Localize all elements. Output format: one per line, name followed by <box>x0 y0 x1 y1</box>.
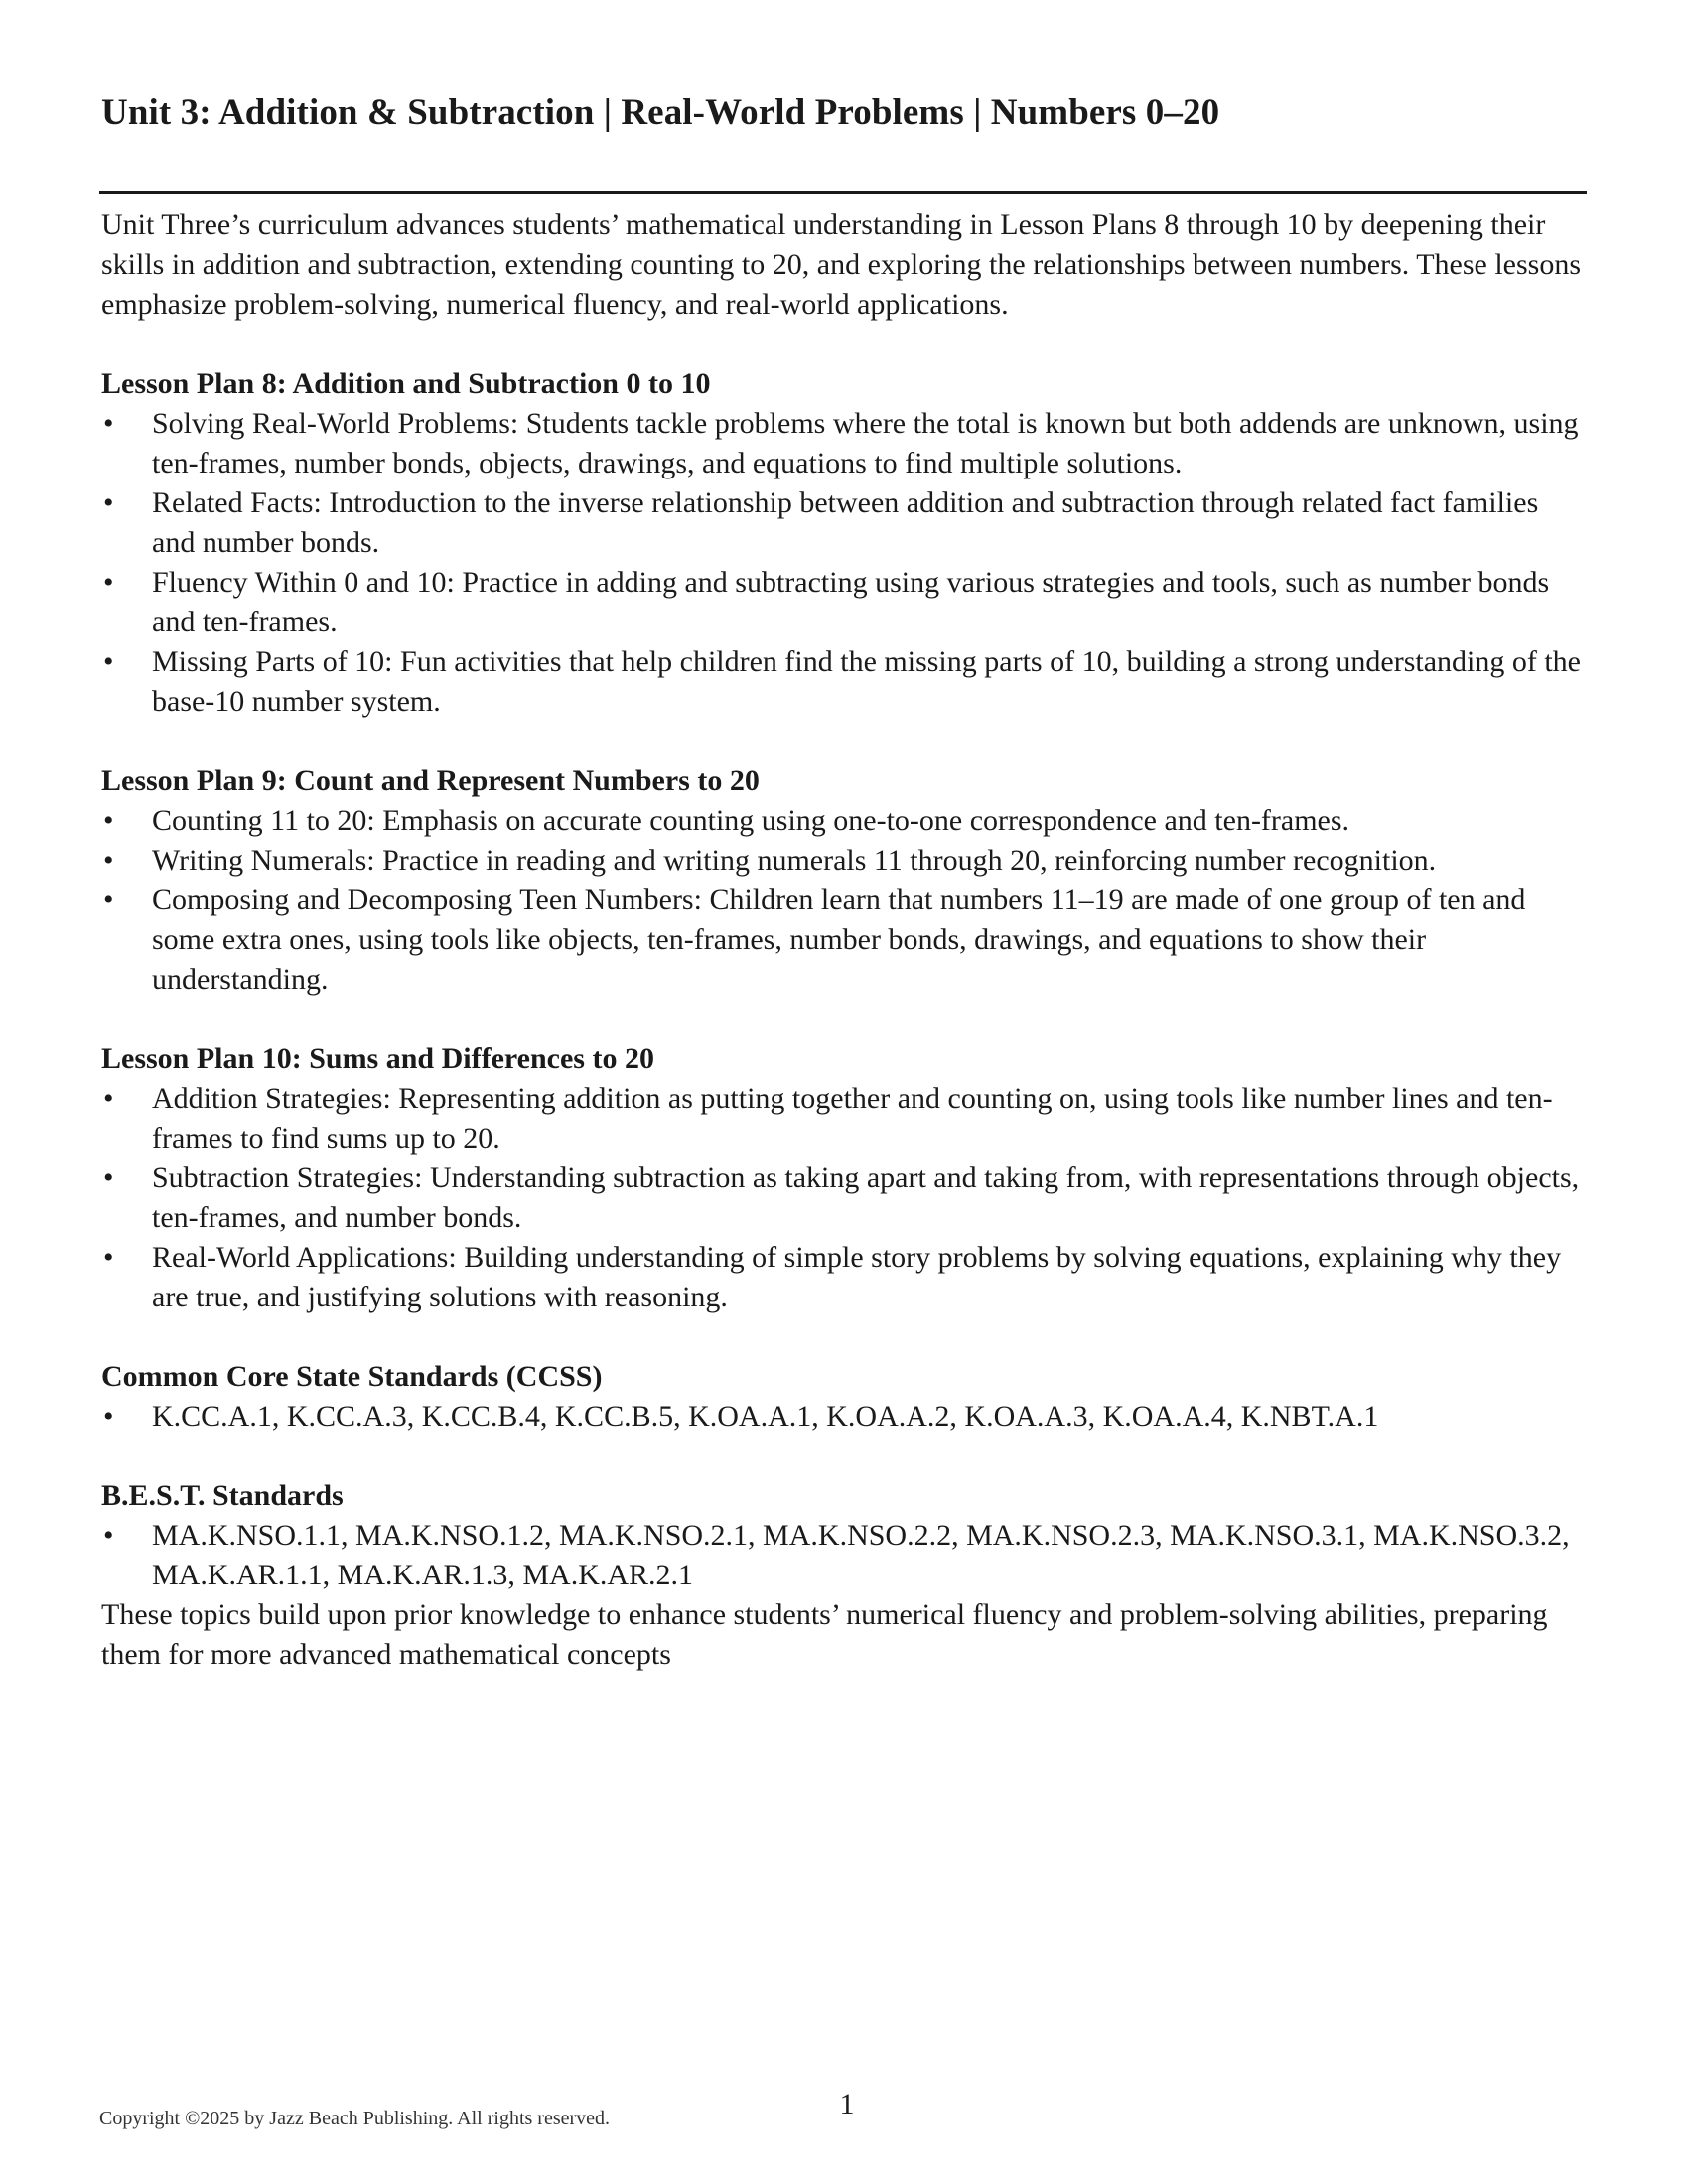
bullet-icon: • <box>103 884 114 916</box>
bullet-icon: • <box>103 1082 114 1115</box>
list-item-text: Subtraction Strategies: Understanding subtraction as taking apart and taking from, with representations through objects, ten-frames, and number bonds. <box>152 1161 1580 1234</box>
closing-paragraph: These topics build upon prior knowledge to enhance students’ numerical fluency and problem-solving abilities, preparing them for more advanced mathematical concepts <box>101 1598 1548 1671</box>
section-ccss <box>101 1357 1589 1436</box>
bullet-icon: • <box>103 844 114 877</box>
list-item <box>101 404 1589 483</box>
section-lesson-plan-10 <box>101 1039 1589 1317</box>
bullet-icon: • <box>103 1161 114 1194</box>
bullet-icon: • <box>103 1519 114 1552</box>
copyright-notice: Copyright ©2025 by Jazz Beach Publishing. All rights reserved. <box>99 2108 611 2129</box>
list-item-text: Missing Parts of 10: Fun activities that help children find the missing parts of 10, building a strong understanding of the base-10 number system. <box>152 645 1581 718</box>
list-item <box>101 1516 1589 1595</box>
bullet-list <box>101 404 1589 722</box>
list-item-text: Solving Real-World Problems: Students tackle problems where the total is known but both addends are unknown, using ten-frames, number bonds, objects, drawings, and equations to find multiple solutions. <box>152 407 1579 479</box>
list-item-text: Addition Strategies: Representing addition as putting together and counting on, using tools like number lines and ten-frames to find sums up to 20. <box>152 1082 1553 1155</box>
list-item-text: Composing and Decomposing Teen Numbers: Children learn that numbers 11–19 are made of one group of ten and some extra ones, using tools like objects, ten-frames, number bonds, drawings, and equations to show their understanding. <box>152 884 1526 996</box>
bullet-icon: • <box>103 566 114 599</box>
list-item <box>101 1397 1589 1436</box>
list-item <box>101 642 1589 722</box>
list-item <box>101 483 1589 563</box>
list-item <box>101 841 1589 881</box>
page-number: 1 <box>839 2088 855 2120</box>
section-heading: Lesson Plan 10: Sums and Differences to 20 <box>101 1042 654 1075</box>
bullet-list <box>101 1397 1589 1436</box>
title-divider <box>99 191 1587 194</box>
intro-paragraph: Unit Three’s curriculum advances students’ mathematical understanding in Lesson Plans 8 through 10 by deepening their skills in addition and subtraction, extending counting to 20, and exploring the relationships between numbers. These lessons emphasize problem-solving, numerical fluency, and real-world applications. <box>101 208 1582 321</box>
bullet-icon: • <box>103 645 114 678</box>
bullet-icon: • <box>103 1400 114 1433</box>
section-lesson-plan-9 <box>101 761 1589 1000</box>
list-item <box>101 1159 1589 1238</box>
document-body <box>101 205 1589 1675</box>
list-item-text: K.CC.A.1, K.CC.A.3, K.CC.B.4, K.CC.B.5, K.OA.A.1, K.OA.A.2, K.OA.A.3, K.OA.A.4, K.NBT.A.1 <box>152 1400 1379 1433</box>
list-item-text: Related Facts: Introduction to the inverse relationship between addition and subtraction through related fact families and number bonds. <box>152 486 1539 559</box>
bullet-icon: • <box>103 486 114 519</box>
bullet-icon: • <box>103 1241 114 1274</box>
section-heading: Common Core State Standards (CCSS) <box>101 1360 603 1393</box>
section-heading: Lesson Plan 9: Count and Represent Numbers to 20 <box>101 764 760 797</box>
section-heading: Lesson Plan 8: Addition and Subtraction 0 to 10 <box>101 367 711 400</box>
bullet-list <box>101 801 1589 1000</box>
page-title: Unit 3: Addition & Subtraction | Real-World Problems | Numbers 0–20 <box>101 92 1220 133</box>
list-item <box>101 801 1589 841</box>
list-item-text: Counting 11 to 20: Emphasis on accurate counting using one-to-one correspondence and ten-frames. <box>152 804 1350 837</box>
list-item <box>101 563 1589 642</box>
list-item <box>101 1079 1589 1159</box>
list-item <box>101 1238 1589 1317</box>
section-lesson-plan-8 <box>101 364 1589 722</box>
bullet-icon: • <box>103 804 114 837</box>
bullet-list <box>101 1516 1589 1595</box>
bullet-list <box>101 1079 1589 1317</box>
list-item-text: Writing Numerals: Practice in reading and writing numerals 11 through 20, reinforcing number recognition. <box>152 844 1437 877</box>
list-item-text: Real-World Applications: Building understanding of simple story problems by solving equations, explaining why they are true, and justifying solutions with reasoning. <box>152 1241 1562 1313</box>
list-item <box>101 881 1589 1000</box>
list-item-text: MA.K.NSO.1.1, MA.K.NSO.1.2, MA.K.NSO.2.1, MA.K.NSO.2.2, MA.K.NSO.2.3, MA.K.NSO.3.1, MA.K.NSO.3.2, MA.K.AR.1.1, MA.K.AR.1.3, MA.K.AR.2.1 <box>152 1519 1570 1591</box>
bullet-icon: • <box>103 407 114 440</box>
section-best-standards <box>101 1476 1589 1595</box>
section-heading: B.E.S.T. Standards <box>101 1479 344 1512</box>
list-item-text: Fluency Within 0 and 10: Practice in adding and subtracting using various strategies and tools, such as number bonds and ten-frames. <box>152 566 1550 638</box>
